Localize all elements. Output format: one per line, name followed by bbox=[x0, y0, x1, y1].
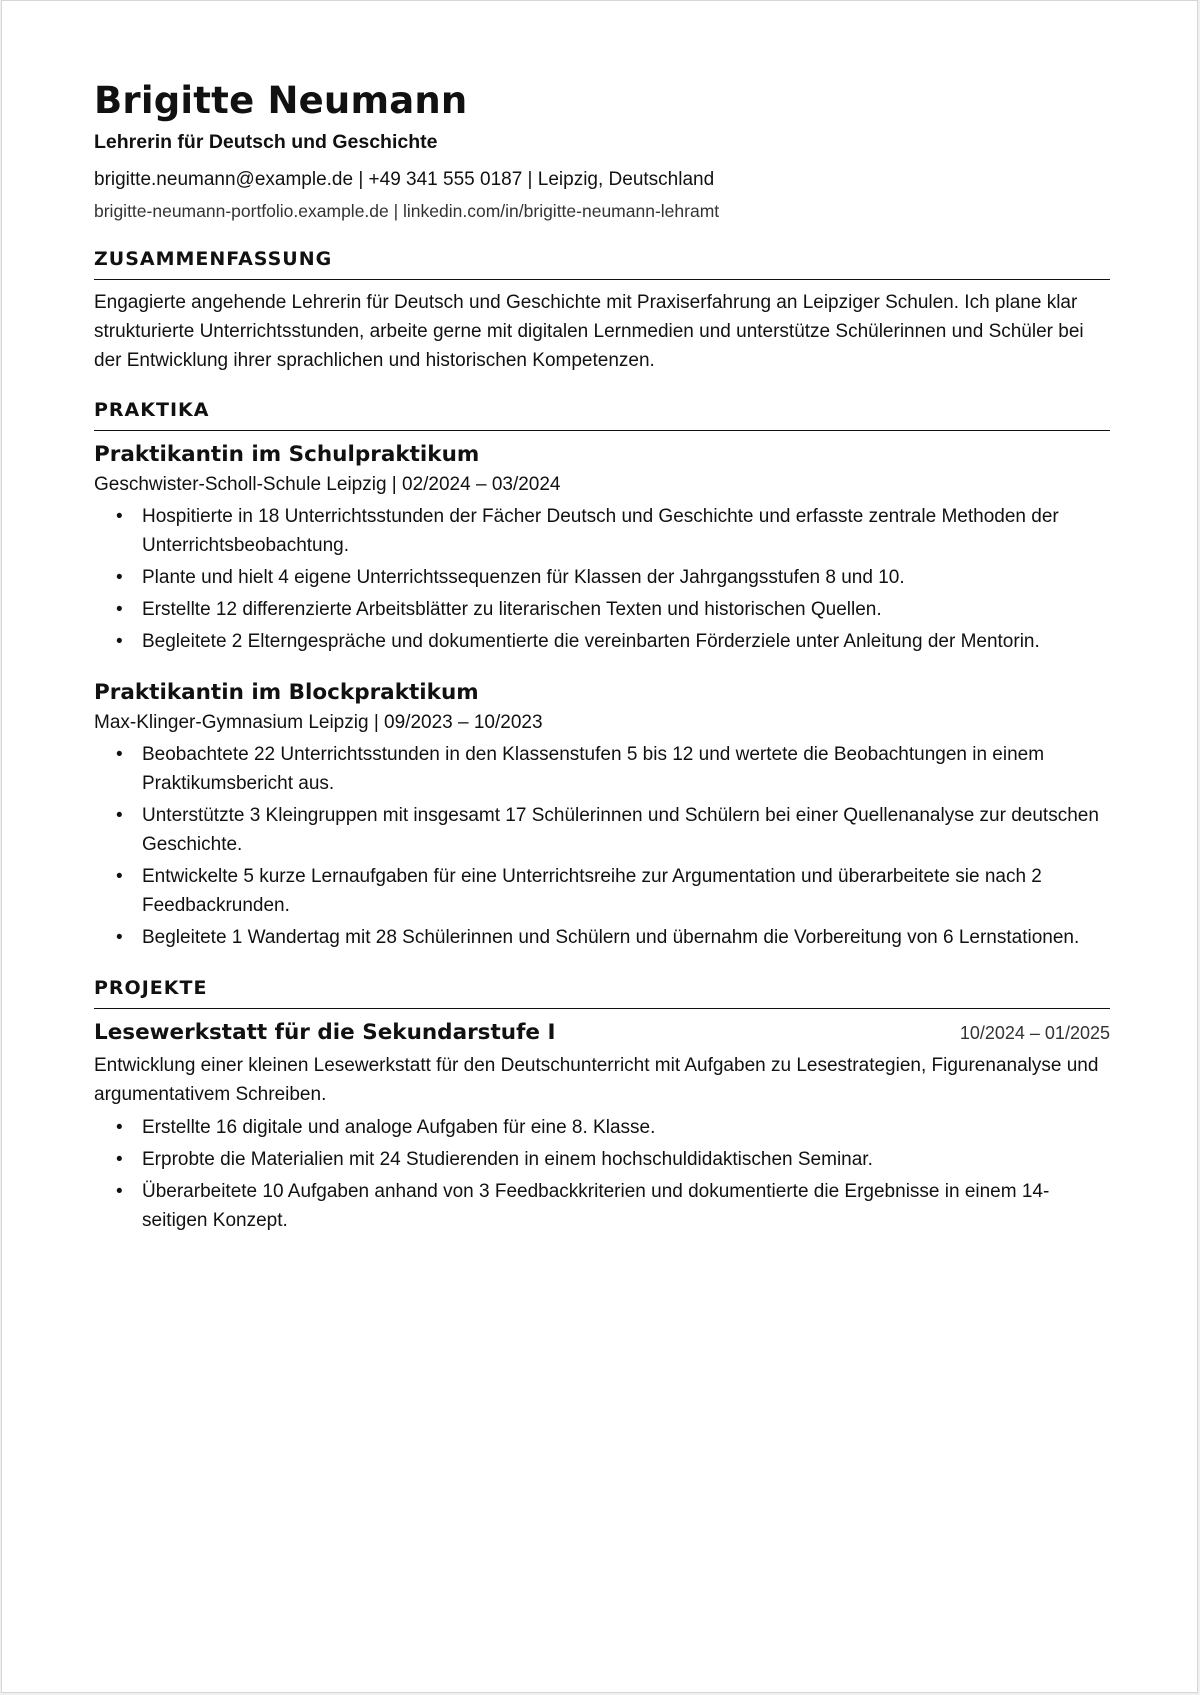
links-line: brigitte-neumann-portfolio.example.de | linkedin.com/in/brigitte-neumann-lehramt bbox=[94, 201, 720, 221]
bullet-item bbox=[94, 740, 1110, 798]
resume-page bbox=[1, 0, 1198, 1693]
bullet-text: Hospitierte in 18 Unterrichtsstunden der Fächer Deutsch und Geschichte und erfasste zentrale Methoden der Unterrichtsbeobachtung. bbox=[142, 506, 1059, 556]
bullet-dot: • bbox=[116, 1149, 123, 1170]
bullet-text: Begleitete 1 Wandertag mit 28 Schülerinnen und Schülern und übernahm die Vorbereitung von 6 Lernstationen. bbox=[142, 927, 1080, 948]
bullet-dot: • bbox=[116, 506, 123, 527]
bullet-dot: • bbox=[116, 1117, 123, 1138]
bullet-item bbox=[94, 1145, 1110, 1174]
bullet-item bbox=[94, 1177, 1110, 1235]
bullet-text: Erstellte 12 differenzierte Arbeitsblätter zu literarischen Texten und historischen Quellen. bbox=[142, 599, 882, 620]
bullet-dot: • bbox=[116, 927, 123, 948]
bullet-list bbox=[94, 740, 1110, 952]
resume-content bbox=[94, 75, 1110, 1238]
bullet-list bbox=[94, 1113, 1110, 1235]
bullet-item bbox=[94, 923, 1110, 952]
section-heading-praktika: PRAKTIKA bbox=[94, 397, 1110, 431]
praktikum-entry bbox=[94, 441, 1110, 656]
bullet-item bbox=[94, 563, 1110, 592]
bullet-text: Begleitete 2 Elterngespräche und dokumentierte die vereinbarten Förderziele unter Anleitung der Mentorin. bbox=[142, 631, 1040, 652]
bullet-item bbox=[94, 502, 1110, 560]
bullet-dot: • bbox=[116, 805, 123, 826]
entry-title: Praktikantin im Blockpraktikum bbox=[94, 680, 479, 705]
project-title: Lesewerkstatt für die Sekundarstufe I bbox=[94, 1020, 556, 1045]
praktikum-entry bbox=[94, 679, 1110, 952]
entry-meta: Geschwister-Scholl-Schule Leipzig | 02/2024 – 03/2024 bbox=[94, 474, 561, 495]
entry-title: Praktikantin im Schulpraktikum bbox=[94, 442, 480, 467]
bullet-item bbox=[94, 1113, 1110, 1142]
bullet-text: Beobachtete 22 Unterrichtsstunden in den Klassenstufen 5 bis 12 und wertete die Beobachtungen in einem Praktikumsbericht aus. bbox=[142, 744, 1045, 794]
candidate-name: Brigitte Neumann bbox=[94, 79, 468, 122]
bullet-item bbox=[94, 627, 1110, 656]
bullet-text: Entwickelte 5 kurze Lernaufgaben für eine Unterrichtsreihe zur Argumentation und überarbeitete sie nach 2 Feedbackrunden. bbox=[142, 866, 1042, 916]
bullet-item bbox=[94, 862, 1110, 920]
project-entry bbox=[94, 1019, 1110, 1235]
bullet-dot: • bbox=[116, 1181, 123, 1202]
bullet-text: Erstellte 16 digitale und analoge Aufgaben für eine 8. Klasse. bbox=[142, 1117, 656, 1138]
bullet-list bbox=[94, 502, 1110, 656]
bullet-dot: • bbox=[116, 866, 123, 887]
bullet-dot: • bbox=[116, 599, 123, 620]
bullet-text: Überarbeitete 10 Aufgaben anhand von 3 Feedbackkriterien und dokumentierte die Ergebnisse in einem 14-seitigen Konzept. bbox=[142, 1181, 1050, 1231]
section-heading-summary: ZUSAMMENFASSUNG bbox=[94, 246, 1110, 280]
bullet-text: Unterstützte 3 Kleingruppen mit insgesamt 17 Schülerinnen und Schülern bei einer Quellenanalyse zur deutschen Geschichte. bbox=[142, 805, 1099, 855]
bullet-dot: • bbox=[116, 744, 123, 765]
project-description: Entwicklung einer kleinen Lesewerkstatt für den Deutschunterricht mit Aufgaben zu Lesestrategien, Figurenanalyse und argumentativem Schreiben. bbox=[94, 1055, 1099, 1105]
bullet-item bbox=[94, 801, 1110, 859]
bullet-dot: • bbox=[116, 631, 123, 652]
project-date: 10/2024 – 01/2025 bbox=[959, 1023, 1110, 1043]
bullet-dot: • bbox=[116, 567, 123, 588]
bullet-text: Erprobte die Materialien mit 24 Studierenden in einem hochschuldidaktischen Seminar. bbox=[142, 1149, 873, 1170]
bullet-text: Plante und hielt 4 eigene Unterrichtssequenzen für Klassen der Jahrgangsstufen 8 und 10. bbox=[142, 567, 905, 588]
bullet-item bbox=[94, 595, 1110, 624]
section-heading-projekte: PROJEKTE bbox=[94, 975, 1110, 1009]
contact-line: brigitte.neumann@example.de | +49 341 555 0187 | Leipzig, Deutschland bbox=[94, 169, 715, 190]
job-title: Lehrerin für Deutsch und Geschichte bbox=[94, 131, 438, 153]
entry-meta: Max-Klinger-Gymnasium Leipzig | 09/2023 – 10/2023 bbox=[94, 712, 543, 733]
project-header bbox=[94, 1019, 1110, 1047]
summary-text: Engagierte angehende Lehrerin für Deutsch und Geschichte mit Praxiserfahrung an Leipziger Schulen. Ich plane klar strukturierte Unterrichtsstunden, arbeite gerne mit digitalen Lernmedien und unterstütze Schülerinnen und Schüler bei der Entwicklung ihrer sprachlichen und historischen Kompetenzen. bbox=[94, 292, 1084, 371]
